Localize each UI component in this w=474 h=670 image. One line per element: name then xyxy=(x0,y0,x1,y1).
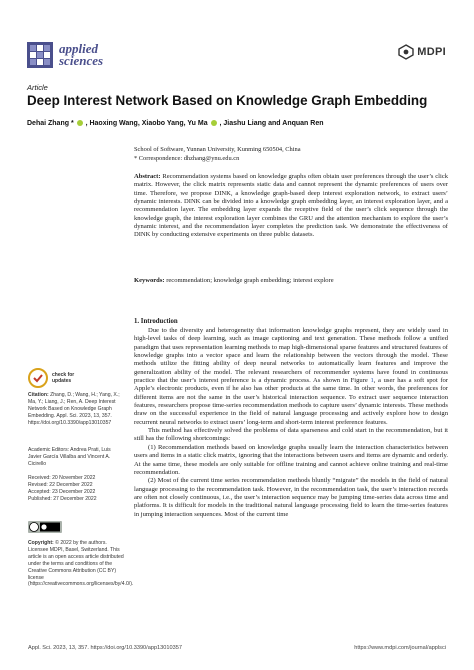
applied-sciences-logo-icon xyxy=(27,42,53,68)
author-text-1: Dehai Zhang * xyxy=(27,120,74,127)
orcid-icon[interactable] xyxy=(77,120,83,126)
academic-editors: Academic Editors: Andrea Prati, Luis Javier García Villalba and Vincent A. Cicirello xyxy=(28,447,111,467)
citation-label: Citation: xyxy=(28,392,49,398)
date-received: Received: 20 November 2022 xyxy=(28,475,96,481)
keywords-text: recommendation; knowledge graph embedding; interest explore xyxy=(166,277,334,284)
section-heading: 1. Introduction xyxy=(134,318,178,325)
copyright-text: © 2022 by the authors. Licensee MDPI, Basel, Switzerland. This article is an open access article distributed under the terms and conditions of the Creative Commons Attribution (CC BY) license (https://creativecommons.org/licenses/by/4.0/). xyxy=(28,540,134,588)
article-type: Article xyxy=(27,83,48,92)
author-list xyxy=(27,120,324,127)
paragraph: (2) Most of the current time series recommendation methods bluntly “migrate” the models in the field of natural language processing to the recommendation task. However, in the recommendation task, the user’s interaction records are often not closely continuous, i.e., the user’s interaction sequence may be jumping time-series data across time and platforms. It is difficult for models in the traditional natural language processing field to learn the time-series features in jumping interaction sequences. Most of the current time xyxy=(134,477,448,518)
journal-logo xyxy=(27,40,103,70)
paragraph-text: , a user has a soft spot for Apple’s electronic products, even if he also has other products at the same time. In other words, the preferences for different items are not the same in the user’s historical interaction sequence. To extract user sequence interaction features, researchers propose time-series recommendation methods to capture users’ dynamic interests. These methods draw on the successful experience in the field of natural language processing and actively explore how to design recurrent neural networks to extract users’ long-term and short-term interest preference features. xyxy=(134,377,449,426)
orcid-icon[interactable] xyxy=(211,120,217,126)
publication-dates xyxy=(28,475,124,503)
keywords-label: Keywords: xyxy=(134,277,165,284)
affiliation-block xyxy=(134,146,301,163)
copyright-block xyxy=(28,540,134,588)
abstract-label: Abstract: xyxy=(134,173,161,180)
mdpi-logo-icon xyxy=(398,44,414,60)
footer-journal-url[interactable]: https://www.mdpi.com/journal/applsci xyxy=(354,645,446,651)
abstract-text: Recommendation systems based on knowledge graphs often obtain user preferences through the user’s click matrix. However, the click matrix represents static data and cannot represent the dynamic preferences of users over time. Therefore, we propose DINK, a knowledge graph-based deep interest exploration network, to extract users’ dynamic interests. DINK can be divided into a knowledge graph embedding layer, an interest exploration layer, and a recommendation layer. The embedding layer expands the receptive field of the user’s click sequence through the knowledge graph, the interest exploration layer combines the GRU and the attention mechanism to explore the user’s dynamic interest, and the recommendation layer completes the prediction task. We demonstrate the effectiveness of DINK by conducting extensive experiments on three public datasets. xyxy=(134,173,448,239)
publisher-logo xyxy=(398,44,446,60)
check-updates-icon xyxy=(28,368,48,388)
date-accepted: Accepted: 23 December 2022 xyxy=(28,488,96,495)
keywords xyxy=(134,277,448,285)
paper-title: Deep Interest Network Based on Knowledge Graph Embedding xyxy=(27,93,428,108)
affiliation: School of Software, Yunnan University, Kunming 650504, China xyxy=(134,146,301,153)
abstract xyxy=(134,173,448,240)
paragraph: This method has effectively solved the problems of data sparseness and cold start in the recommendation, but it still has the following shortcomings: xyxy=(134,427,448,443)
cc-by-license-icon[interactable] xyxy=(28,521,62,533)
citation-block xyxy=(28,392,124,427)
check-updates-line1: check for xyxy=(52,372,75,378)
citation-text: Zhang, D.; Wang, H.; Yang, X.; Ma, Y.; Liang, J.; Ren, A. Deep Interest Network Based on Knowledge Graph Embedding. Appl. Sci. 2023, 13, 357. https://doi.org/10.3390/app13010357 xyxy=(28,392,120,426)
author-text-2: , Haoxing Wang, Xiaobo Yang, Yu Ma xyxy=(85,120,208,127)
date-revised: Revised: 22 December 2022 xyxy=(28,481,93,488)
paragraph-text: Due to the diversity and heterogeneity that information knowledge graphs represent, they are widely used in high-level tasks of deep learning, such as image captioning and text generation. These methods follow a unified paradigm that uses representation learning methods to map high-dimensional sparse features and structured features of knowledge graphs into a vector space and learn the relationship between the vectors through the model. These methods utilize the fitting ability of deep neural networks to automatically learn features and improve the generalization ability of the model. The relevant researchers of recommender systems have found in continuous practice that the user’s interest preference is a dynamic process. As shown in Figure xyxy=(134,327,448,385)
paragraph: (1) Recommendation methods based on knowledge graphs usually learn the interaction characteristics between users and items in a static click matrix, ignoring that the interactions between users and items are dynamic and orderly. At the same time, these models are only suitable for offline training and cannot achieve online training and real-time recommendation. xyxy=(134,443,448,476)
introduction-body xyxy=(134,327,448,519)
journal-name-line1: applied xyxy=(59,41,98,56)
journal-name-line2: sciences xyxy=(59,53,104,68)
check-for-updates-badge[interactable] xyxy=(28,368,74,388)
footer-citation: Appl. Sci. 2023, 13, 357. https://doi.org/10.3390/app13010357 xyxy=(28,645,182,651)
publisher-name: MDPI xyxy=(417,46,446,58)
author-text-3: , Jiashu Liang and Anquan Ren xyxy=(219,120,324,127)
date-published: Published: 27 December 2022 xyxy=(28,495,97,502)
correspondence: * Correspondence: dhzhang@ynu.edu.cn xyxy=(134,154,240,162)
check-updates-line2: updates xyxy=(52,378,72,384)
figure-link[interactable]: 1 xyxy=(370,377,374,385)
copyright-label: Copyright: xyxy=(28,540,54,546)
paragraph xyxy=(134,327,448,427)
